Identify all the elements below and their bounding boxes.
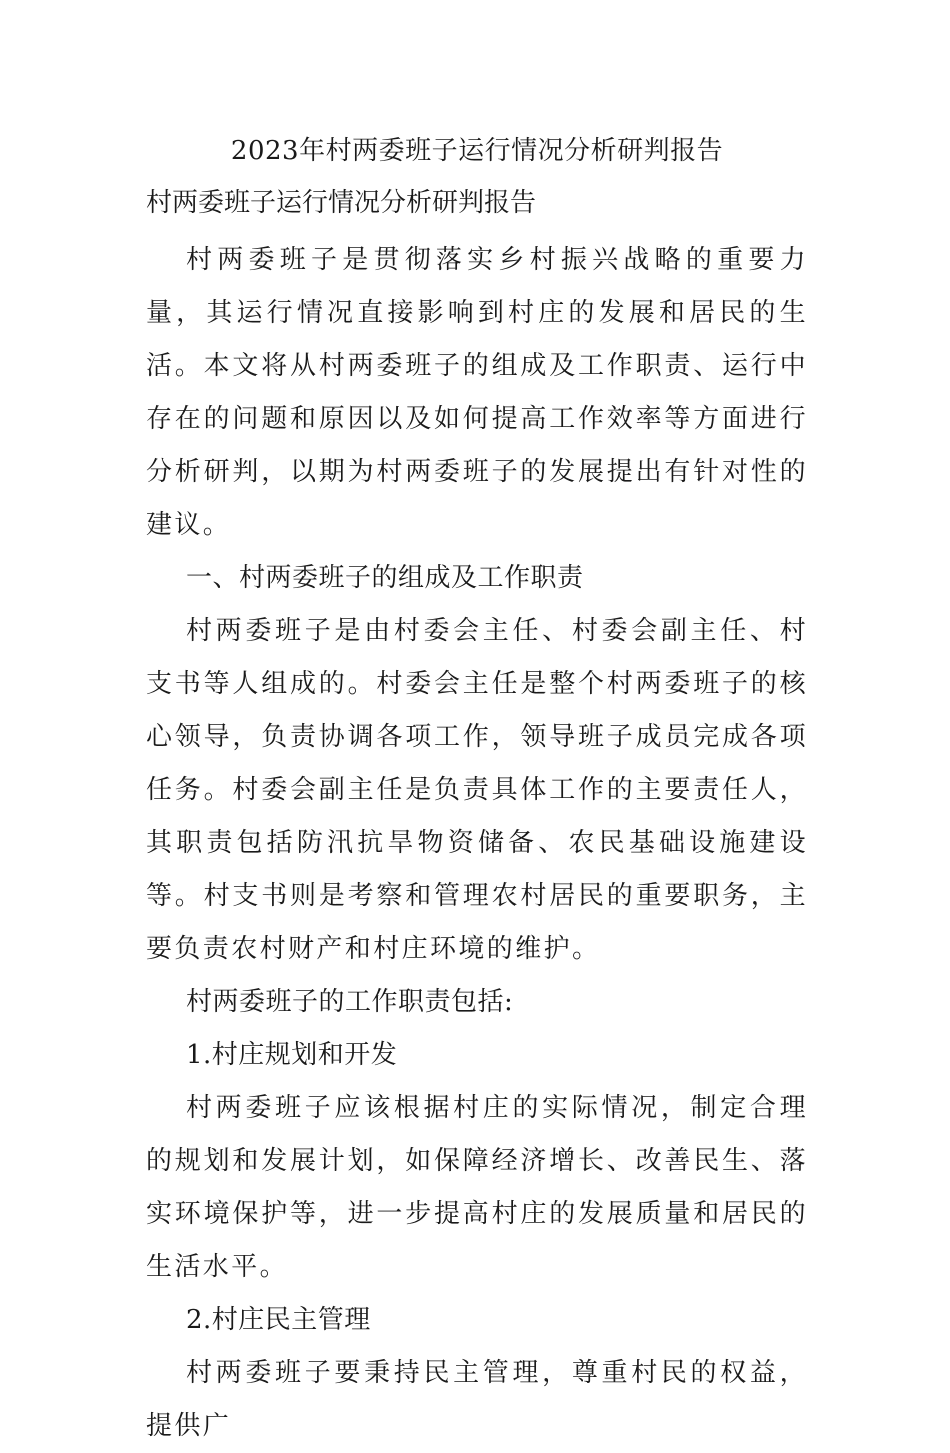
document-title: 2023年村两委班子运行情况分析研判报告 bbox=[230, 136, 724, 166]
duties-intro-line: 村两委班子的工作职责包括: bbox=[186, 987, 514, 1017]
democratic-management-paragraph: 村两委班子要秉持民主管理，尊重村民的权益，提供广 bbox=[146, 1358, 808, 1441]
section-heading-composition: 一、村两委班子的组成及工作职责 bbox=[186, 563, 584, 593]
subheading-planning: 1.村庄规划和开发 bbox=[186, 1040, 398, 1070]
composition-paragraph: 村两委班子是由村委会主任、村委会副主任、村支书等人组成的。村委会主任是整个村两委班子的核心领导，负责协调各项工作，领导班子成员完成各项任务。村委会副主任是负责具体工作的主要责任人，其职责包括防汛抗旱物资储备、农民基础设施建设等。村支书则是考察和管理农村居民的重要职务，主要负责农村财产和村庄环境的维护。 bbox=[146, 616, 808, 964]
document-subtitle: 村两委班子运行情况分析研判报告 bbox=[146, 188, 537, 218]
planning-paragraph: 村两委班子应该根据村庄的实际情况，制定合理的规划和发展计划，如保障经济增长、改善民生、落实环境保护等，进一步提高村庄的发展质量和居民的生活水平。 bbox=[146, 1093, 808, 1282]
document-body bbox=[146, 128, 808, 1453]
intro-paragraph: 村两委班子是贯彻落实乡村振兴战略的重要力量，其运行情况直接影响到村庄的发展和居民的生活。本文将从村两委班子的组成及工作职责、运行中存在的问题和原因以及如何提高工作效率等方面进行分析研判，以期为村两委班子的发展提出有针对性的建议。 bbox=[146, 245, 808, 540]
subheading-democratic-management: 2.村庄民主管理 bbox=[186, 1305, 371, 1335]
